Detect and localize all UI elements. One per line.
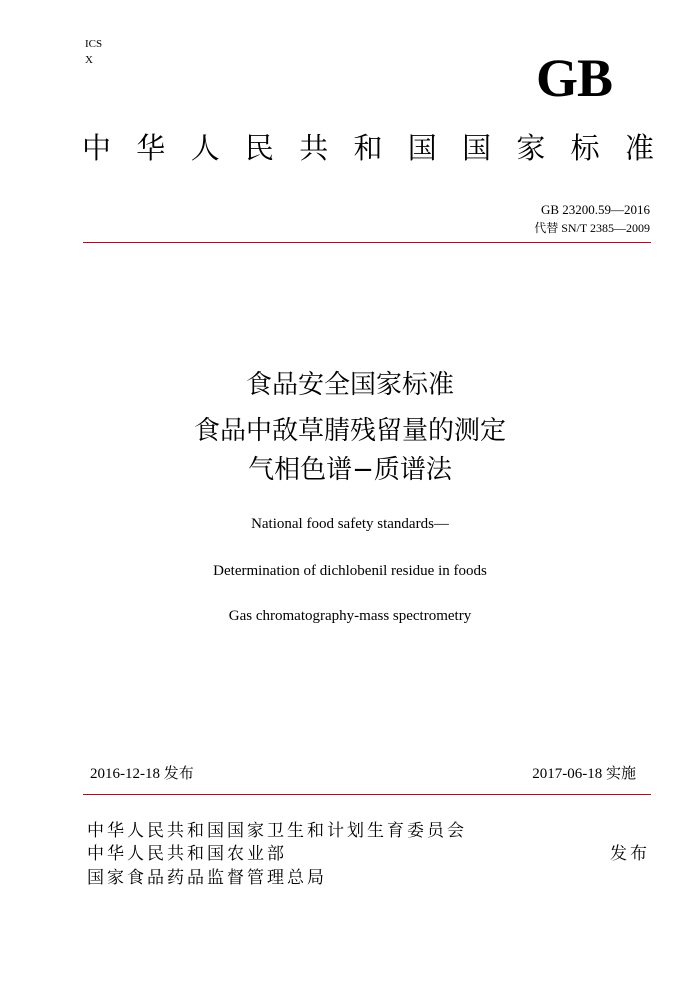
issuer-line1: 中华人民共和国国家卫生和计划生育委员会 (87, 821, 467, 841)
heading-char: 人 (190, 131, 220, 165)
issue-date: 2016-12-18 发布 (90, 766, 194, 782)
issue-label: 发布 (610, 844, 650, 864)
heading-char: 民 (244, 131, 274, 165)
ics-class: X (85, 54, 93, 66)
national-standard-heading (82, 128, 654, 168)
heading-char: 共 (299, 131, 329, 165)
replaces-standard: 代替 SN/T 2385—2009 (534, 221, 650, 235)
heading-char: 准 (624, 131, 654, 165)
standard-code-block (534, 201, 650, 237)
heading-char: 和 (353, 131, 383, 165)
title-en-line1: National food safety standards— (251, 516, 449, 532)
title-cn-line3: 气相色谱−质谱法 (248, 455, 452, 485)
heading-char: 中 (82, 131, 112, 165)
title-en-line2: Determination of dichlobenil residue in foods (213, 563, 487, 579)
heading-char: 华 (136, 131, 166, 165)
title-cn-line2: 食品中敌草腈残留量的测定 (193, 416, 506, 446)
gb-logo: GB (535, 48, 612, 108)
footer-divider (83, 794, 651, 795)
ics-code (85, 36, 102, 68)
standard-number: GB 23200.59—2016 (540, 202, 650, 217)
heading-char: 国 (462, 131, 492, 165)
heading-char: 家 (516, 131, 546, 165)
header-divider (83, 242, 651, 243)
heading-char: 标 (570, 131, 600, 165)
issuer-line3: 国家食品药品监督管理总局 (87, 868, 327, 888)
issuer-line2: 中华人民共和国农业部 (87, 844, 287, 864)
title-en-line3: Gas chromatography-mass spectrometry (228, 608, 472, 624)
effective-date: 2017-06-18 实施 (532, 766, 636, 782)
ics-label: ICS (85, 38, 103, 50)
heading-char: 国 (407, 131, 437, 165)
title-cn-line1: 食品安全国家标准 (245, 370, 454, 400)
